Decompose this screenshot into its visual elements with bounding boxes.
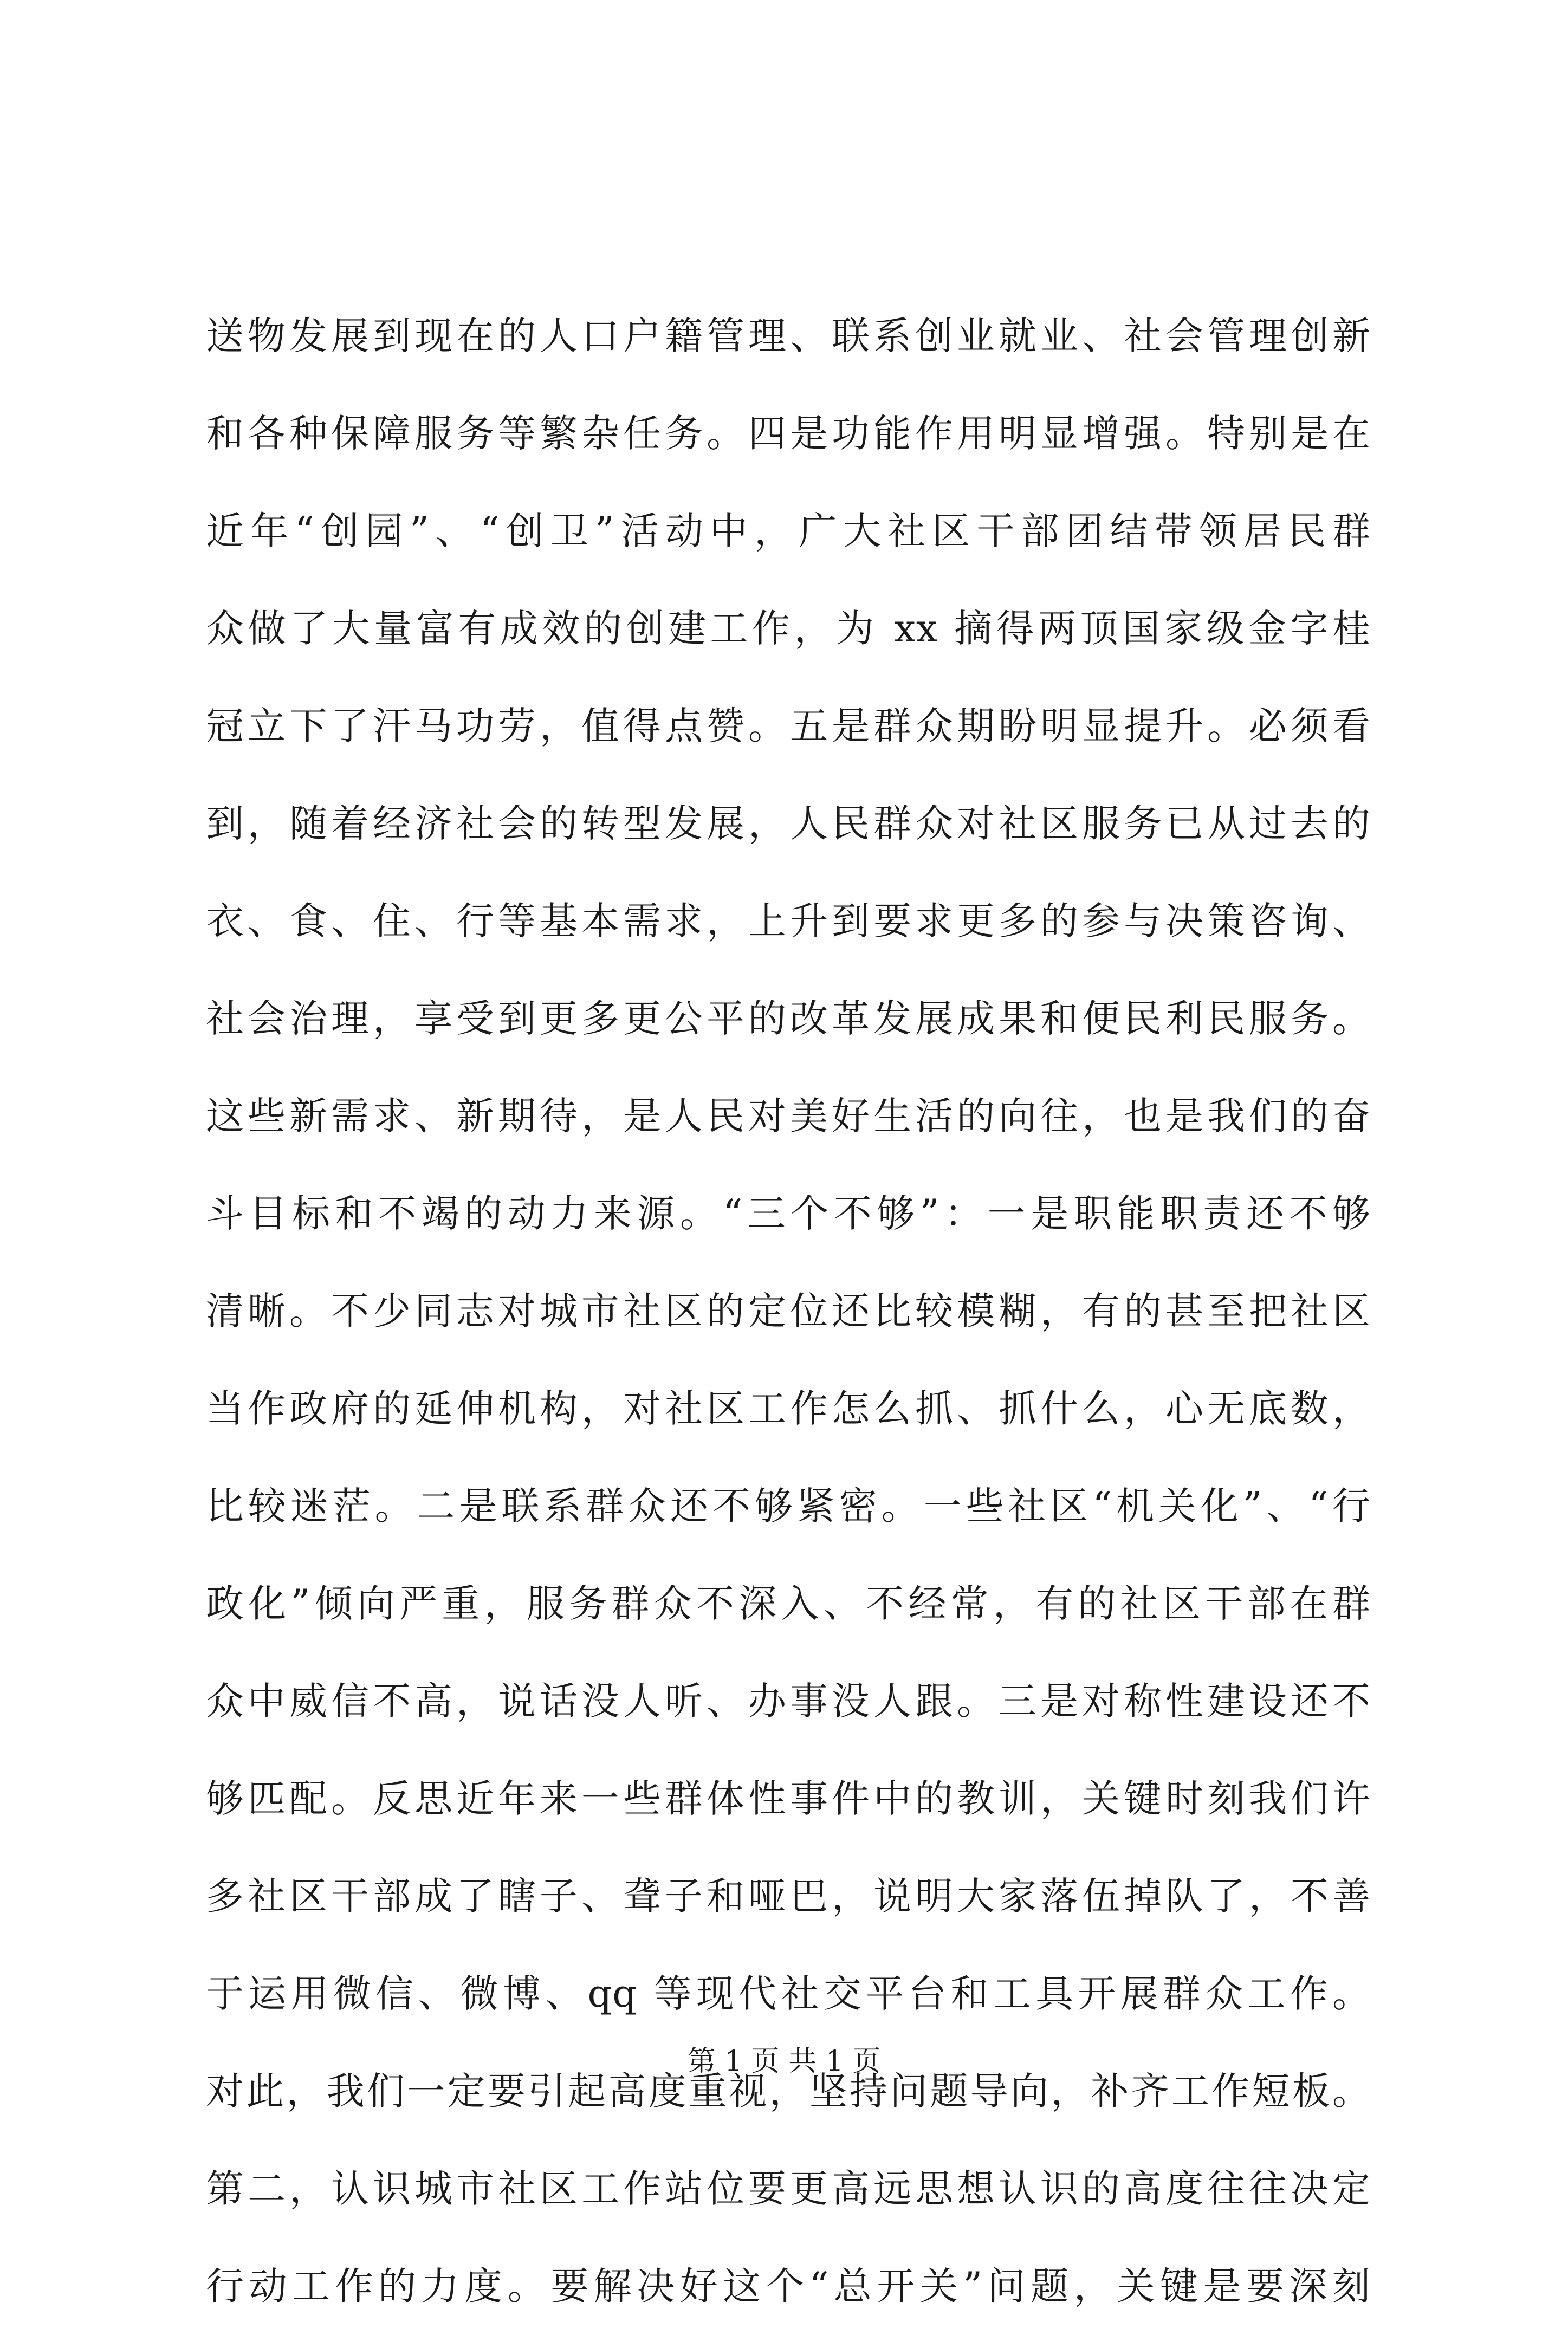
text-line: 冠立下了汗马功劳，值得点赞。五是群众期盼明显提升。必须看	[206, 704, 1371, 748]
text-line: 衣、食、住、行等基本需求，上升到要求更多的参与决策咨询、	[206, 899, 1371, 943]
text-line: 于运用微信、微博、qq 等现代社交平台和工具开展群众工作。	[206, 1971, 1371, 2016]
text-line: 当作政府的延伸机构，对社区工作怎么抓、抓什么，心无底数，	[206, 1386, 1371, 1431]
page-footer: 第 1 页 共 1 页	[687, 2045, 881, 2078]
text-line: 斗目标和不竭的动力来源。“三个不够”：一是职能职责还不够	[206, 1191, 1371, 1236]
text-line: 社会治理，享受到更多更公平的改革发展成果和便民利民服务。	[206, 996, 1371, 1041]
text-line: 到，随着经济社会的转型发展，人民群众对社区服务已从过去的	[206, 801, 1371, 846]
text-line: 送物发展到现在的人口户籍管理、联系创业就业、社会管理创新	[206, 314, 1371, 358]
text-line: 多社区干部成了瞎子、聋子和哑巴，说明大家落伍掉队了，不善	[206, 1874, 1371, 1918]
text-line: 够匹配。反思近年来一些群体性事件中的教训，关键时刻我们许	[206, 1776, 1371, 1821]
text-line: 清晰。不少同志对城市社区的定位还比较模糊，有的甚至把社区	[206, 1289, 1371, 1333]
text-line: 行动工作的力度。要解决好这个“总开关”问题，关键是要深刻	[206, 2264, 1371, 2308]
text-line: 众做了大量富有成效的创建工作，为 xx 摘得两顶国家级金字桂	[206, 606, 1371, 651]
text-line: 对此，我们一定要引起高度重视，坚持问题导向，补齐工作短板。	[206, 2069, 1371, 2113]
text-line: 近年“创园”、“创卫”活动中，广大社区干部团结带领居民群	[206, 509, 1371, 553]
body-text	[206, 287, 1371, 2335]
text-line: 第二，认识城市社区工作站位要更高远思想认识的高度往往决定	[206, 2167, 1371, 2211]
text-line: 和各种保障服务等繁杂任务。四是功能作用明显增强。特别是在	[206, 411, 1371, 456]
text-line: 这些新需求、新期待，是人民对美好生活的向往，也是我们的奋	[206, 1094, 1371, 1138]
text-line: 比较迷茫。二是联系群众还不够紧密。一些社区“机关化”、“行	[206, 1484, 1371, 1528]
text-line: 政化”倾向严重，服务群众不深入、不经常，有的社区干部在群	[206, 1581, 1371, 1626]
text-line: 众中威信不高，说话没人听、办事没人跟。三是对称性建设还不	[206, 1679, 1371, 1723]
